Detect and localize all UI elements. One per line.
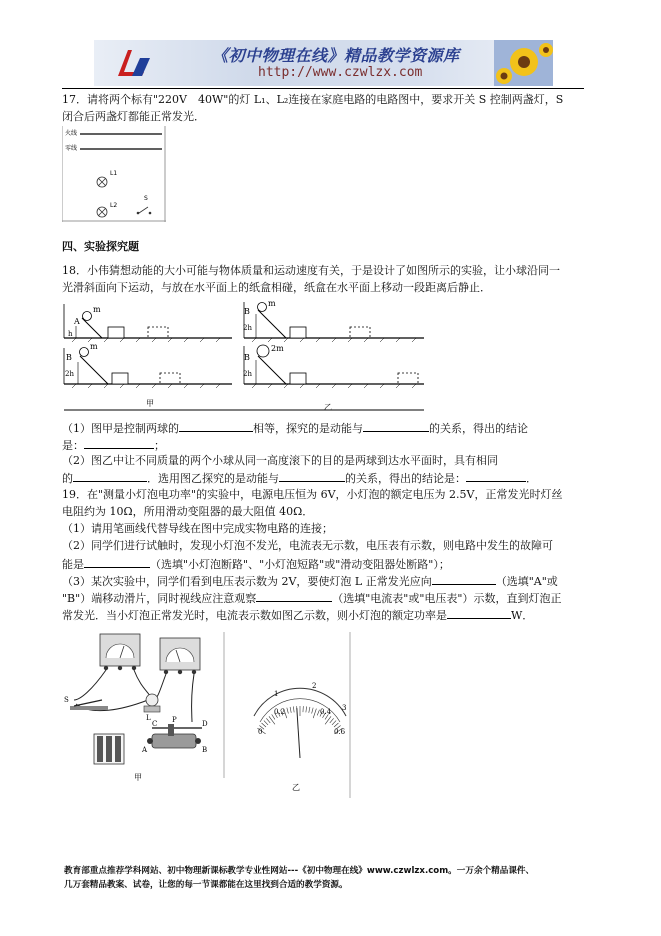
- header-url[interactable]: http://www.czwlzx.com: [258, 65, 423, 80]
- q19-blank-2[interactable]: [432, 573, 496, 585]
- q18-blank-1[interactable]: [179, 420, 253, 432]
- q18-blank-6[interactable]: [466, 470, 526, 482]
- q19-p3-line2: [62, 590, 561, 606]
- header-banner: [94, 40, 553, 86]
- q18-p2-line2: [62, 470, 537, 486]
- dial-tick: [313, 709, 316, 718]
- q18-p1d: 是：: [62, 439, 84, 452]
- point-b-label: B: [66, 353, 72, 362]
- q19-p3d: （选填"电流表"或"电压表"）示数，直到灯泡正: [332, 592, 562, 605]
- terminal-a-label: A: [142, 746, 148, 754]
- switch-icon-2: [70, 700, 108, 710]
- q19-p3-line3: [62, 607, 533, 623]
- q19-p2-line2: [62, 556, 450, 572]
- height-2h-label-2: 2h: [243, 324, 252, 332]
- point-a-label: A: [74, 317, 80, 326]
- terminal-c-label: C: [152, 720, 158, 728]
- neutral-wire-label: 零线: [65, 145, 78, 152]
- q18-text-line2: 光滑斜面向下运动，与放在水平面上的纸盒相碰，纸盒在水平面上移动一段距离后静止．: [62, 281, 491, 294]
- dial-tick: [332, 721, 336, 725]
- sunflower-image: [494, 40, 553, 86]
- q18-p1a: （1）图甲是控制两球的: [62, 422, 179, 435]
- header-rule: [62, 88, 584, 89]
- q19-p2c: （选填"小灯泡断路"、"小灯泡短路"或"滑动变阻器处断路"）；: [150, 558, 450, 571]
- dial-tick: [287, 708, 289, 714]
- fig-jia-bottom: [64, 342, 232, 388]
- q17-circuit-figure: [62, 126, 166, 222]
- q19-p3f: W．: [511, 609, 534, 622]
- fig-yi-top: [243, 300, 424, 342]
- voltmeter-icon: [160, 638, 200, 674]
- q19-p3c: "B"）端移动滑片，同时视线应注意观察: [62, 592, 257, 605]
- dial-top-1: 1: [274, 690, 279, 698]
- fig-yi-caption-2: 乙: [292, 783, 300, 792]
- q17-text-line2: 闭合后两盏灯都能正常发光．: [62, 110, 205, 123]
- ball-m-label-2: m: [90, 342, 98, 351]
- terminal-b-label: B: [202, 746, 208, 754]
- height-h-label: h: [68, 330, 73, 338]
- q19-p2-line1: （2）同学们进行试触时，发现小灯泡不发光，电流表无示数，电压表有示数，则电路中发生的故障可: [62, 539, 553, 552]
- point-b-label-3: B: [244, 353, 250, 362]
- dial-tick: [262, 723, 266, 727]
- dial-bottom-0-2: 0.2: [274, 708, 286, 716]
- q19-p3b: （选填"A"或: [495, 575, 558, 588]
- fig-yi-caption: 乙: [324, 403, 332, 412]
- dial-tick: [312, 708, 314, 714]
- q18-blank-2[interactable]: [363, 420, 429, 432]
- q18-p2e: ．: [526, 472, 537, 485]
- dial-tick: [309, 707, 310, 713]
- q18-blank-3[interactable]: [84, 437, 154, 449]
- fig-jia-top: [64, 304, 232, 342]
- header-title: 《初中物理在线》精品教学资源库: [212, 46, 460, 65]
- dial-tick: [306, 706, 307, 712]
- q19-blank-1[interactable]: [84, 556, 150, 568]
- ball-m-label-3: m: [268, 300, 276, 308]
- dial-tick: [290, 707, 291, 713]
- q18-p2d: 的关系，得出的结论是：: [345, 472, 466, 485]
- dial-tick: [334, 723, 338, 727]
- ammeter-dial: [254, 682, 346, 758]
- point-b-label-2: B: [244, 307, 250, 316]
- ball-2m-label: 2m: [271, 344, 284, 353]
- q19-p1: （1）请用笔画线代替导线在图中完成实物电路的连接；: [62, 522, 333, 535]
- battery-icon: [94, 734, 124, 764]
- q19-text-line1: 19．在"测量小灯泡电功率"的实验中，电源电压恒为 6V，小灯泡的额定电压为 2.5V，正常发光时灯丝: [62, 488, 563, 501]
- q17-text-line1: 17．请将两个标有"220V 40W"的灯 L₁、L₂连接在家庭电路的电路图中，要求开关 S 控制两盏灯，S: [62, 93, 564, 106]
- q19-p3a: （3）某次实验中，同学们看到电压表示数为 2V，要使灯泡 L 正常发光应向: [62, 575, 432, 588]
- dial-tick: [264, 721, 268, 725]
- slider-p-label: P: [172, 716, 177, 724]
- lamp-l2-label: L2: [110, 202, 118, 209]
- lamp-l1-label: L1: [110, 170, 118, 177]
- switch-icon: [137, 207, 152, 214]
- terminal-d-label: D: [202, 720, 208, 728]
- fig-jia-caption-2: 甲: [134, 773, 142, 782]
- section4-title: 四、实验探究题: [62, 240, 139, 253]
- dial-bottom-0-6: 0.6: [334, 728, 346, 736]
- q19-p3e: 常发光．当小灯泡正常发光时，电流表示数如图乙示数，则小灯泡的额定功率是: [62, 609, 447, 622]
- dial-tick: [266, 718, 270, 723]
- q18-p1-line2: [62, 437, 165, 453]
- lamp-l1-icon: [97, 177, 107, 187]
- dial-tick: [293, 706, 294, 712]
- dial-top-3: 3: [342, 704, 347, 712]
- q18-p1c: 的关系，得出的结论: [429, 422, 528, 435]
- q18-experiment-figure: [62, 300, 426, 418]
- ball-m-label: m: [93, 305, 101, 314]
- switch-s-label-2: S: [64, 696, 69, 704]
- footer-line2: 几万套精品教案、试卷，让您的每一节课都能在这里找到合适的教学资源。: [64, 880, 348, 890]
- footer-line1: 教育部重点推荐学科网站、初中物理新课标教学专业性网站---《初中物理在线》www.czwlzx.com。一万余个精品课件、: [64, 866, 535, 876]
- q19-text-line2: 电阻约为 10Ω，所用滑动变阻器的最大阻值 40Ω．: [62, 505, 314, 518]
- height-2h-label: 2h: [65, 370, 74, 378]
- dial-top-2: 2: [312, 682, 317, 690]
- live-wire-label: 火线: [65, 130, 78, 137]
- q19-p2b: 能是: [62, 558, 84, 571]
- fig-yi-bottom: [243, 344, 424, 388]
- q18-p1e: ；: [154, 439, 165, 452]
- q18-blank-4[interactable]: [73, 470, 147, 482]
- q18-p1b: 相等，探究的是动能与: [253, 422, 363, 435]
- q19-blank-4[interactable]: [447, 607, 511, 619]
- q18-p2c: ．选用图乙探究的是动能与: [147, 472, 279, 485]
- height-2h-label-3: 2h: [243, 370, 252, 378]
- q19-blank-3[interactable]: [256, 590, 332, 602]
- dial-tick: [330, 718, 334, 723]
- fig-jia-caption: 甲: [146, 399, 154, 408]
- q18-p2-line1: （2）图乙中让不同质量的两个小球从同一高度滚下的目的是两球到达水平面时，具有相同: [62, 454, 498, 467]
- lamp-l-label: L: [146, 714, 151, 722]
- ammeter-icon: [100, 634, 140, 670]
- q18-text-line1: 18．小伟猜想动能的大小可能与物体质量和运动速度有关，于是设计了如图所示的实验，让小球沿同一: [62, 264, 560, 277]
- q19-circuit-figure: [62, 630, 352, 798]
- q18-p2b: 的: [62, 472, 73, 485]
- q18-p1-line1: [62, 420, 528, 436]
- q19-p3-line1: [62, 573, 558, 589]
- q18-blank-5[interactable]: [279, 470, 345, 482]
- switch-s-label: S: [144, 195, 148, 202]
- site-logo: [114, 46, 154, 82]
- lamp-l2-icon: [97, 207, 107, 217]
- dial-bottom-0-4: 0.4: [320, 708, 332, 716]
- dial-bottom-0: 0: [258, 728, 263, 736]
